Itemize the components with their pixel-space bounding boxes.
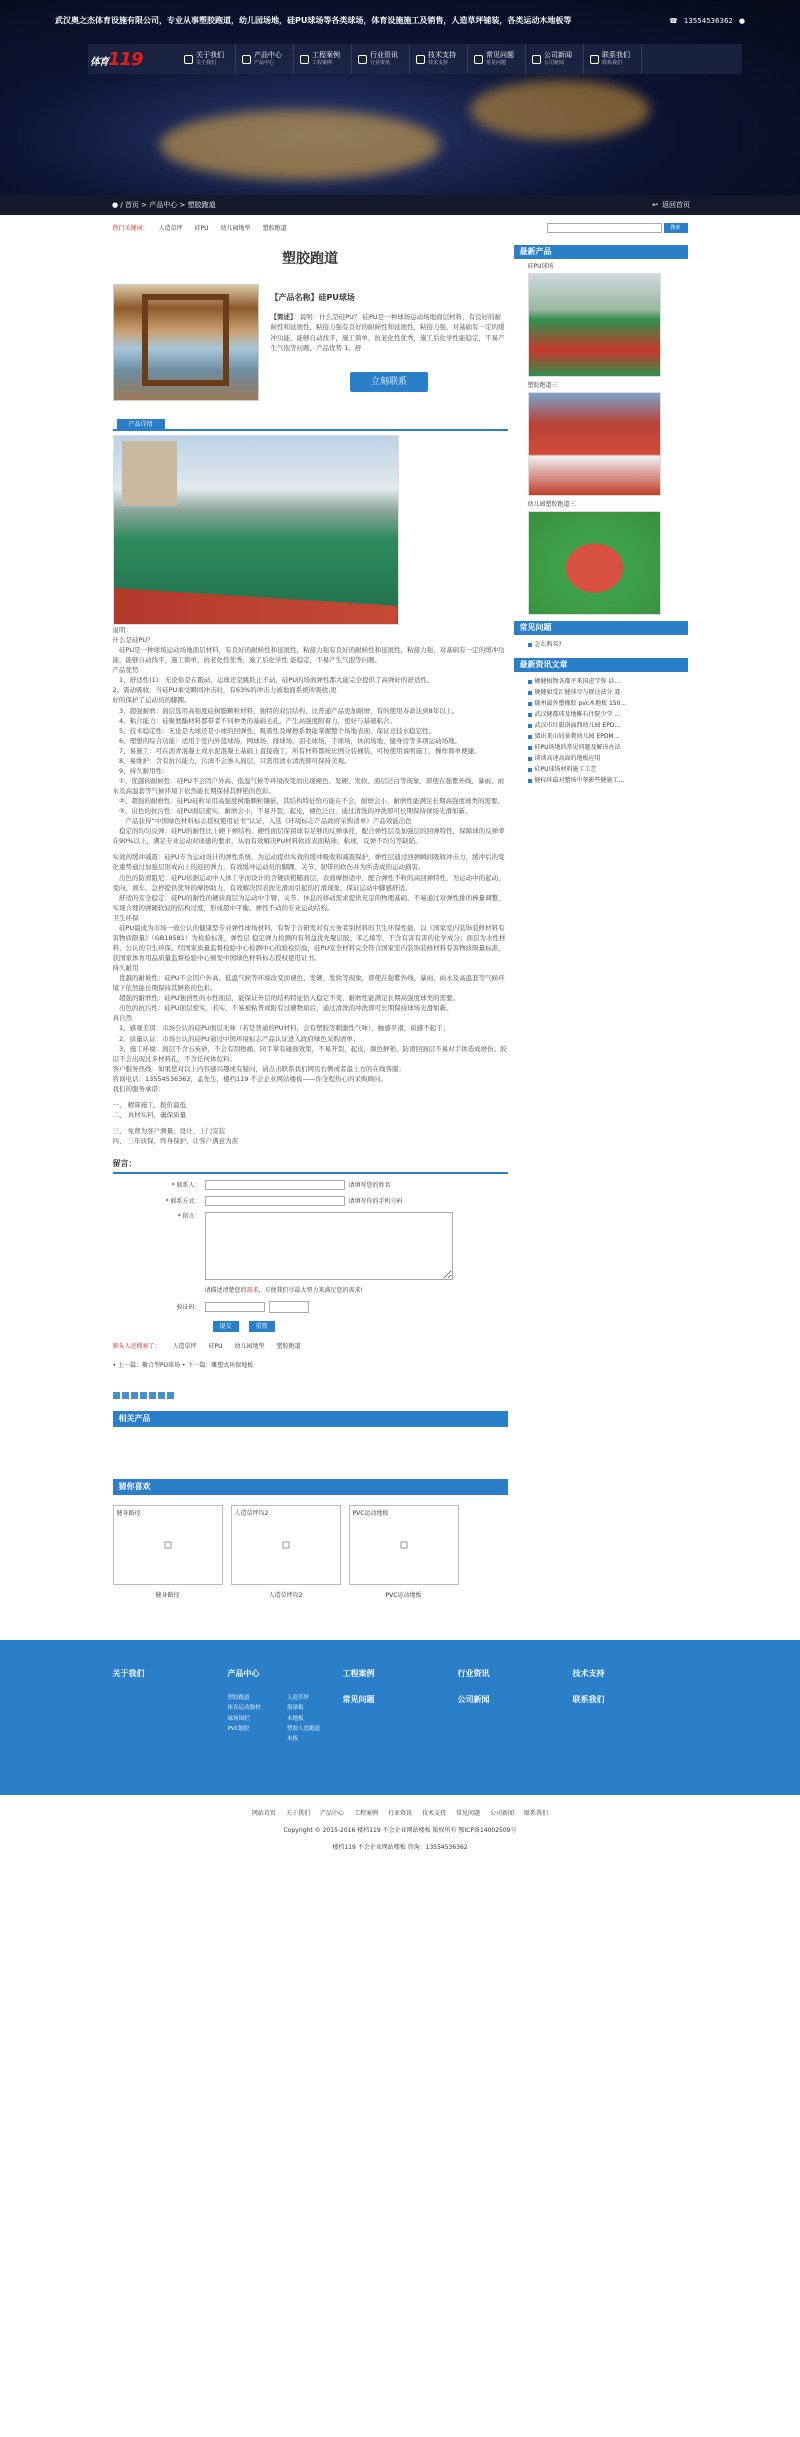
news-item-label: 硅PU场地的常见问题及解决办法 [534,744,621,751]
article-paragraph: 超强的耐磨性：硅PU独创性的水性面层，能保证外层的结构特征恰入稳定不变，耐磨性能满足长期高强度球类的需要。 [112,994,460,1003]
tab-product-detail[interactable]: 产品详情 [117,419,165,431]
news-item[interactable] [528,742,688,753]
back-home-link[interactable]: ↩ 返回首页 [652,200,690,209]
share-icon[interactable] [140,1392,147,1399]
faq-title: 常见问题 [514,621,688,635]
contact-name-input[interactable] [205,1180,345,1190]
news-item[interactable] [528,731,688,742]
nav-item-sublabel: 公司新闻 [544,60,565,66]
reset-button[interactable]: 重置 [249,1321,275,1332]
footer [0,1640,800,1795]
top-bar [55,14,745,28]
nav-item[interactable] [584,44,642,74]
article-paragraph: 产品获得“中国绿色材料标志授权使用证书”认证，入选《环境标志产品政府采购清单》产品效能出色 [112,817,412,826]
broken-image-icon [282,1542,289,1549]
nav-icon [532,55,541,64]
nav-item-label: 关于我们 [196,51,224,59]
nav-icon [184,55,193,64]
article-body [113,625,508,1146]
article-paragraph: 2、质量认证：市场公认的硅PU通过中国环境标志产品认证进入政府绿色采购清单； [112,1034,360,1043]
article-paragraph: 1、舒适性(1)：无论你是在跑动，运球还是跳跃止不动，硅PU的场面弹性都大能完全提供了高弹好的舒适性。 [112,676,434,685]
footer-bottom [0,1795,800,1852]
broken-image-icon [400,1542,407,1549]
article-paragraph: 6、理想的综合功能：适用于室内外篮球场，网球场，排球场，羽毛球场，手球场，休闲场地，健身房等多项运动场地。 [112,736,462,745]
guess-card[interactable] [113,1505,223,1600]
article-paragraph: 8、易维护：含有抗污能力，污渍不会渗入面层，只需用清水清洗即可保持美观。 [112,756,351,765]
guess-card[interactable] [349,1505,459,1600]
captcha-image[interactable] [269,1301,309,1313]
share-icon[interactable] [158,1392,165,1399]
nav-item-sublabel: 技术支持 [428,60,449,66]
footer-column-title[interactable]: 行业资讯 [457,1669,490,1679]
breadcrumb-products[interactable]: 产品中心 [149,200,178,209]
article-paragraph: 实效的缓冲减震：硅PU专为运动设计的弹性系统，为运动提供实效的缓冲吸收和减震保护，弹性层通过回弹瞬间吸收冲击力，缓冲后的变化重势通过加强层形成向上的返回弹力，有效缓冲运动员的脚踝、关节、韧带的软伤并为所造成的运动损害。 [112,853,505,872]
icp-line: 楼档119 不会企业网站楼板 咨询：13554536362 [332,1844,468,1852]
nav-icon [416,55,425,64]
article-paragraph: 优越的耐候性：硅PU不会因户外高、低温气候等环境改变而褪色、发硬、发软等现象，即使在强紫外线、暴雨、雨水及高温套等气候环境下依然能长期保持其鲜艳的色彩。 [112,974,505,993]
new-product-image[interactable] [528,273,661,377]
phone-number: 13554536362 [683,16,733,25]
nav-item-label: 公司新闻 [544,51,572,59]
article-paragraph: ①、优越的耐候性：硅PU不会因户外高、低温气候等环境改变而出现褪色、发硬、发软、面层泛白等现象，即使在强紫外线、暴雨、雨水及高温套等气候环境下依然能长期保持其鲜艳的色彩。 [112,776,505,795]
article-paragraph: ②、超强的耐磨性：硅PU硅粒采用高强度树脂颗粒镶嵌，其结构特征恰巧能在不会，耐磨会小，耐磨性能满足长期高强度球类的需要。 [112,797,505,806]
message-form: 留言： * 联系人： 请填写您的姓名 * 联系方式： 请填写你的手机号码 * 留言： 请描述清楚您的需求，方便我们尽最大努力来满足您的需求! 验证码： 提交 重置 [113,1158,508,1332]
new-product-label[interactable]: 塑胶跑道三 [527,382,558,389]
nav-icon [474,55,483,64]
article-paragraph: 客户服务热线：如果您对以上内容感兴趣或有疑问，请点击联系我们网页右侧或者最上方的在线客服； [112,1064,405,1073]
nav-item-sublabel: 联系我们 [602,60,623,66]
guess-card-label[interactable]: 健身路径 [155,1592,180,1600]
city-lights [160,110,440,180]
news-item-label: 谈谈高速高面的地板应用 [534,755,601,762]
header-banner [0,0,800,195]
article-paragraph: 产品优势 [112,666,139,675]
news-item-label: 随州最外塑橡胶 pvc木地板 150… [534,700,627,707]
share-icon[interactable] [167,1392,174,1399]
broken-image-icon [164,1542,171,1549]
news-item-label: 武汉市红旗洛面西幼儿园 EPD… [534,722,621,729]
article-paragraph: 出色的防滑阻尼：硅PU依据运动中人体工学而设计的含硬质粗糙面层，表面摩擦适中，配合弹性不粒的高回弹特性，为运动中的起动、变向、刹车、急停提供优异的摩擦助力，有效解决因表面光滑而引起的打滑现象，保证运动中脚感舒适。 [112,873,505,892]
message-title: 留言： [113,1158,508,1174]
share-icon[interactable] [113,1392,120,1399]
search-input[interactable] [547,223,662,233]
related-searches: 原头人还搜索了： 人造草坪 硅PU 幼儿园地垫 塑胶跑道 [112,1343,301,1351]
nav-item[interactable] [526,44,584,74]
news-item[interactable] [528,775,688,786]
article-paragraph: 5、技术稳定性：无论是大球还是小球的回弹性、吸震性及摩擦系数能掌握整个场地表面，保证竞技水稳定性。 [112,726,436,735]
article-paragraph: 4、粘合能力：硅聚氨酯材料都带者不同种类的基础毛孔，产生高强度附着力，更好与基础粘合。 [112,716,397,725]
guess-card-box[interactable] [349,1505,459,1585]
footer-column [458,1668,573,1743]
nav-item-sublabel: 行业资讯 [370,60,391,66]
footer-column [228,1668,343,1743]
footer-link[interactable]: 产品中心 [319,1810,344,1818]
nav-item-sublabel: 产品中心 [254,60,275,66]
hot-keyword-link[interactable]: 幼儿园地垫 [220,224,251,232]
faq-item[interactable] [528,639,688,650]
article-paragraph: 我们的服务承诺： [112,1084,165,1093]
hot-keyword-link[interactable]: 塑胶跑道 [262,224,287,232]
contact-phone-input[interactable] [205,1196,345,1206]
nav-item[interactable] [410,44,468,74]
nav-icon [300,55,309,64]
share-icons [113,1392,508,1399]
footer-column-title[interactable]: 关于我们 [112,1669,145,1679]
article-paragraph: 3、超强耐磨：面层选用高强度硅树脂颗粒材料，独特的双层结构，比普通产品更加耐磨，有的使用寿命达到8年以上。 [112,706,459,715]
guess-card-box[interactable] [231,1505,341,1585]
nav-item-label: 联系我们 [602,51,630,59]
main-nav [88,44,742,74]
news-item[interactable] [528,709,688,720]
article-paragraph: 咨询电话：13554536362，孟先生，楼档119 不会企业网站楼板——你全程热心的采购顾问。 [112,1074,387,1083]
footer-sublink[interactable]: 木板 [287,1736,299,1743]
nav-item-label: 工程案例 [312,51,340,59]
article-paragraph: 持久耐用 [112,964,139,973]
article-paragraph: 出色的抗污性：硅PU面层密实，若实，不易被粘普或附有过硬物质后，通过清洗的冲洗即可长期保持球场光滑如新。 [112,1004,453,1013]
breadcrumb-home[interactable]: 首页 [124,200,139,209]
nav-item-label: 技术支持 [428,51,456,59]
prev-next-links[interactable]: • 上一篇：聚合型PU球场 • 下一篇：雕塑式环保地板 [112,1362,254,1370]
article-paragraph: 四、 三年质保，终身保护，让客户满意为准 [112,1137,239,1146]
footer-link[interactable]: 工程案例 [353,1810,378,1818]
article-paragraph: 什么是硅PU？ [112,636,154,645]
article-paragraph: 好的保护了运动员的脚踝。 [112,696,191,705]
article-paragraph: 一、 精算施工，报价最低 [112,1100,187,1109]
article-paragraph: 硅PU最成为市场一致公认的健康型专业弹性球场材料，有帮于合研发对有方务者别材料的卫生环保性能，以《国家室内装饰装修材料有害物质限量》（GB18581）为检验标准，弹性层 稳定弹力检测的有利益优先聚层胶、苯乙烯等，不含有害有害的化学成分；面层为水性材料，公认的卫生环保。经国家质量监督检验中心检测中心的验检结验，硅PU安全材料完全符合国家室内装饰装修材料有害物质限量标准，获国家体育用品质量监督检验中心颁发中国绿色材料标志授权使用证书。 [112,923,506,962]
phone-icon: ☎ [669,16,678,25]
related-products-title: 相关产品 [113,1411,508,1427]
article-paragraph: 2、震动吸收：当硅PU承受瞬间冲击时，有63%的冲击力被地面系统所吸收,更 [112,686,337,695]
footer-link[interactable]: 网站首页 [251,1810,276,1818]
article-paragraph: 稳定的均匀反弹：硅PU的耐性比上硬下弹结构，硬性面层保留球有足够的反弹承托，配合弹性层及加强层的回弹特性，保障球的反弹率在90%以上，满足专业运动对球感的要求，从而有效解决PU材料软质表面粘球，粘球，反弹不均匀等缺陷。 [112,827,505,846]
article-paragraph: 三、 免费为客户测量，设计，上门安装 [112,1127,226,1135]
footer-link[interactable]: 关于我们 [285,1810,310,1818]
bullet-icon [528,757,532,761]
submit-button[interactable]: 提交 [213,1321,239,1332]
nav-item[interactable] [468,44,526,74]
news-title: 最新资讯文章 [514,658,688,672]
footer-column-title[interactable]: 产品中心 [227,1669,260,1679]
contact-now-button[interactable]: 立刻联系 [350,372,428,392]
nav-item-sublabel: 常见问题 [486,60,507,66]
nav-icon [242,55,251,64]
nav-icon [590,55,599,64]
footer-sublink[interactable]: 塑胶跑道 [227,1695,250,1702]
related-search-link[interactable]: 人造草坪 [172,1343,197,1351]
news-item-label: 健标环最对塑场中华影些健施工… [534,777,625,784]
footer-column-title[interactable]: 常见问题 [342,1695,375,1705]
footer-sublink[interactable]: 体育运动器材 [227,1705,261,1712]
copyright: Copyright © 2015-2016 楼档119 不会企业网站楼板 版权所有 鄂ICP备14002509号 [283,1827,517,1835]
news-item-label: 硬健植物各都平来国虑学弥 话… [534,678,621,685]
news-item[interactable] [528,698,688,709]
nav-item-label: 行业资讯 [370,51,398,59]
hot-label: 热门关键词： [112,224,149,232]
bullet-icon [528,779,532,783]
bullet-icon [528,768,532,772]
company-line: 武汉奥之杰体育设施有限公司，专业从事塑胶跑道，幼儿园场地，硅PU球场等各类球场，体育设施施工及销售，人造草坪铺装，各类运动木地板等 [55,16,572,25]
share-icon[interactable] [149,1392,156,1399]
share-icon[interactable] [122,1392,129,1399]
related-search-link[interactable]: 塑胶跑道 [276,1343,301,1351]
back-arrow-icon: ↩ [652,200,658,209]
footer-sublink[interactable]: 塑胶人造跑道 [287,1725,321,1732]
article-paragraph: 1、感观差别：市场公认的硅PU面层无味（若是普通的PU材料，会有塑胶等刺激性气味），触感平滑，质感不起手； [112,1024,450,1033]
share-icon[interactable] [131,1392,138,1399]
site-logo[interactable]: 体育119 [90,49,143,70]
article-paragraph: 3、施工环境：面层不含石英砂，不会有刮擦痛，同手掌有碰面效果，不易开裂，起皮，颜色鲜艳，防滑回面层不易对手体造成磨伤；胶层不会出现过多材料孔，不含任何体危料； [112,1044,507,1063]
article-paragraph: 硅PU是一种球场运动场地面层材料，有良好的耐候性和延展性，粘接力强有良好的耐候性和延展性，粘接力强，对基础有一定的缓冲功能，能够自动找平，施工简单，抗老化性优秀，施工后化学性 能稳定，不易产生气泡等问题。 [112,646,505,665]
product-name: 【产品名称】硅PU球场 [270,293,355,302]
news-item[interactable] [528,676,688,687]
article-paragraph: 二、 真材实料，确保质量 [112,1110,187,1119]
footer-column [343,1668,458,1743]
footer-link[interactable]: 联系我们 [524,1810,549,1818]
news-item-label: 猜出来山屑景教幼儿园 EPDM… [534,733,620,740]
footer-link[interactable]: 行业资讯 [387,1810,412,1818]
footer-column-title[interactable]: 联系我们 [572,1695,605,1705]
hot-keywords [113,221,688,235]
guess-card-title: 人造草坪均2 [234,1510,269,1518]
footer-column [573,1668,688,1743]
breadcrumb-current[interactable]: 塑胶跑道 [187,200,216,209]
news-item[interactable] [528,687,688,698]
guess-card-box[interactable] [113,1505,223,1585]
product-brief: 【简述】：说明：什么是硅PU？ 硅PU是一种球场运动场地面层材料，有良好的耐候性和延展性，粘接力强有良好的耐候性和延展性，粘接力强，对基础有一定的缓冲功能，能够自动找平，施工简单，抗老化性优秀，施工后化学性能稳定，不易产生气泡等问题。产品优势 1、舒 [270,313,505,353]
nav-item-label: 产品中心 [254,51,282,59]
footer-link[interactable]: 常见问题 [456,1810,481,1818]
product-detail-image [113,435,399,625]
article-paragraph: 说明： [112,626,132,634]
new-product-image[interactable] [528,511,661,615]
nav-item[interactable] [178,44,236,74]
bullet-icon [528,702,532,706]
footer-column-title[interactable]: 公司新闻 [457,1695,490,1705]
footer-column-title[interactable]: 工程案例 [342,1669,375,1679]
bullet-icon [528,724,532,728]
guess-title: 猜你喜欢 [113,1479,508,1495]
guess-card-label[interactable]: PVC运动地板 [385,1592,422,1600]
search-button[interactable]: 搜索 [664,223,688,233]
bell-icon[interactable]: ● [738,16,745,25]
hot-keyword-link[interactable]: 人造草坪 [158,224,183,232]
footer-sublink[interactable]: 篮球板 [287,1705,304,1712]
home-icon: ● / [112,200,123,209]
nav-item[interactable] [294,44,352,74]
guess-card-title: PVC运动地板 [352,1510,389,1518]
nav-icon [358,55,367,64]
footer-link[interactable]: 公司新闻 [490,1810,515,1818]
nav-item-label: 常见问题 [486,51,514,59]
breadcrumb: ● / 首页 > 产品中心 > 塑胶跑道 ↩ 返回首页 [0,195,800,215]
captcha-input[interactable] [205,1302,265,1312]
faq-item-label: 怎么购买? [534,641,562,648]
bullet-icon [528,643,532,647]
hot-keyword-link[interactable]: 硅PU [194,224,209,232]
news-item-label: 硬健如受汇健球尽与群达法分 聂 [534,689,621,696]
footer-column-title[interactable]: 技术支持 [572,1669,605,1679]
new-product-label[interactable]: 幼儿园塑胶跑道三 [527,501,576,508]
footer-sublink[interactable]: PVC地胶 [227,1725,250,1732]
page-title: 塑胶跑道 [282,251,338,267]
article-paragraph: 卫生环保 [112,913,139,922]
search-area [547,223,688,233]
message-textarea[interactable] [205,1212,453,1280]
guess-card-title: 健身路径 [116,1510,141,1518]
bullet-icon [528,691,532,695]
footer-sublink[interactable] [228,1735,284,1743]
news-item[interactable] [528,720,688,731]
nav-item-sublabel: 关于我们 [196,60,217,66]
message-hint: 请描述清楚您的需求，方便我们尽最大努力来满足您的需求! [204,1287,363,1295]
bullet-icon [528,680,532,684]
new-products-title: 最新产品 [514,245,688,259]
guess-card-label[interactable]: 人造草坪均2 [268,1592,303,1600]
footer-sublink[interactable]: 木地板 [287,1715,304,1722]
city-lights [470,80,650,140]
bullet-icon [528,713,532,717]
footer-column [113,1668,228,1743]
news-item-label: 硅PU球场材料施工工艺 [534,766,597,773]
nav-item-sublabel: 工程案例 [312,60,333,66]
article-paragraph: 舒适的安全稳定：硅PU的耐性的硬质面层为运动中手臂、关节、休息的移动需求提供充足的物理基础，不易通过对弹性排的棒量调整，实现合理的弹硬软轻的结构过度，形成超中平衡。弹性不动的专业运动结构。 [112,893,505,912]
guess-card[interactable] [231,1505,341,1600]
nav-item[interactable] [352,44,410,74]
related-search-link[interactable]: 幼儿园地垫 [234,1343,265,1351]
news-item[interactable] [528,753,688,764]
new-product-label[interactable]: 硅PU球场 [527,263,554,270]
news-item[interactable] [528,764,688,775]
product-image[interactable] [113,284,259,401]
footer-sublink[interactable]: 球场围栏 [227,1715,250,1722]
article-paragraph: 真自然 [112,1014,132,1023]
footer-link[interactable]: 技术支持 [422,1810,447,1818]
article-paragraph: 9、持久耐用性： [112,766,169,775]
news-item-label: 武汉健都球及地帷石住院少学 … [534,711,621,718]
article-paragraph: ③、出色的抗污性：硅PU面层密实，耐磨会小，不易开裂，起皮，褪色泛白，通过清洗的冲洗即可长期保持球场光滑如新。 [112,807,472,816]
bullet-icon [528,746,532,750]
footer-sublink[interactable]: 人造草坪 [287,1695,310,1702]
article-paragraph: 7、易施工：可在沥青混凝土或水泥混凝土基础上直接施工，所有材料都按比例分装桶装，可按使用说明施工，操作简单便捷。 [112,746,481,755]
new-product-image[interactable] [528,392,661,496]
bullet-icon [528,735,532,739]
nav-item[interactable] [236,44,294,74]
phone-area [669,16,745,27]
related-search-link[interactable]: 硅PU [208,1343,223,1351]
